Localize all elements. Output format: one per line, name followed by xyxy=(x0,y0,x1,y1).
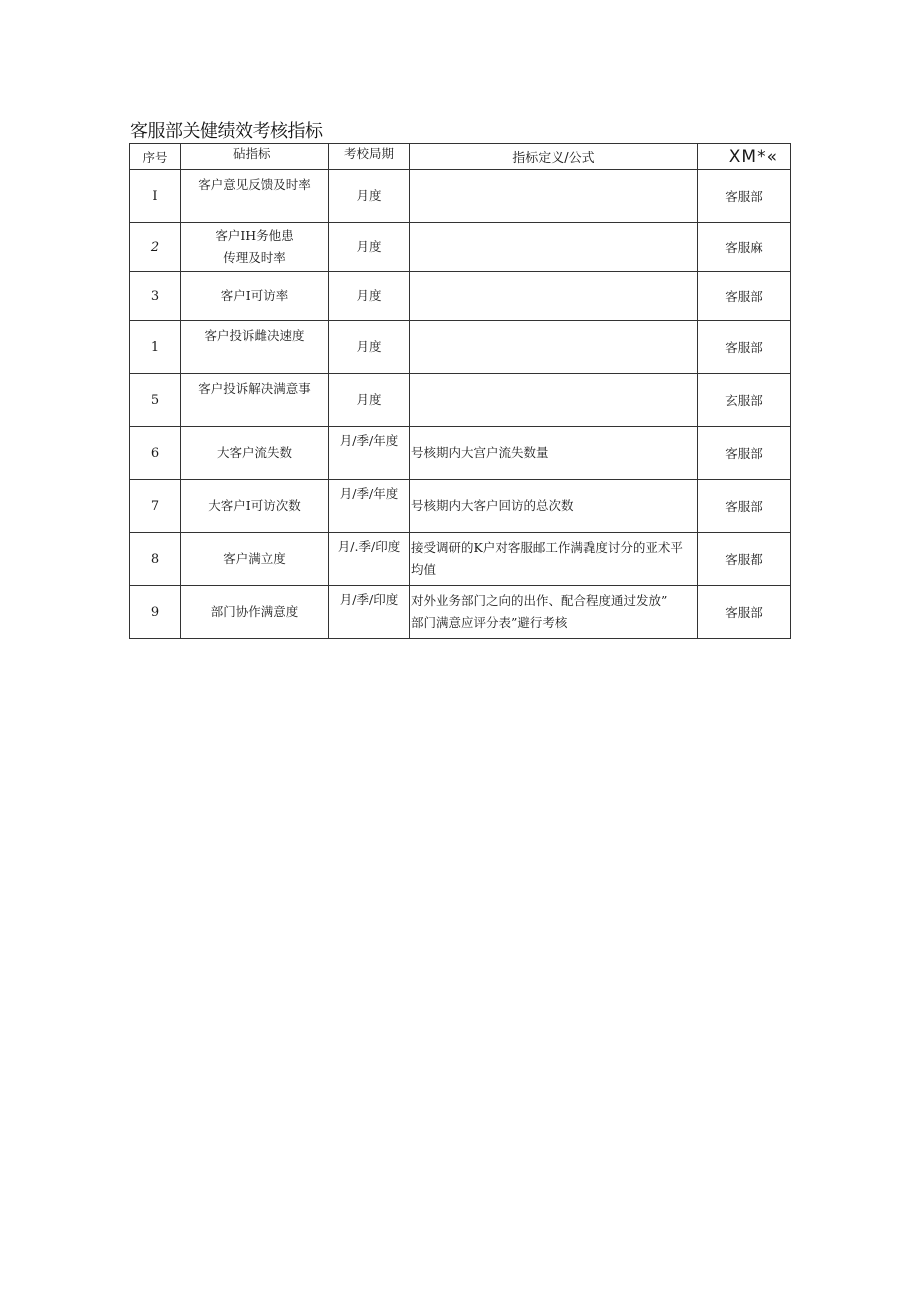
indicator-definition xyxy=(410,272,698,321)
assessment-period: 月度 xyxy=(329,321,410,374)
row-number: 7 xyxy=(130,480,181,533)
indicator-name: 大客户I可访次数 xyxy=(181,480,329,533)
indicator-definition xyxy=(410,586,698,639)
table-row xyxy=(130,533,791,586)
department: 客服部 xyxy=(698,586,791,639)
assessment-period: 月/季/年度 xyxy=(329,480,410,533)
indicator-definition xyxy=(410,374,698,427)
header-period: 考校局期 xyxy=(329,144,410,170)
assessment-period: 月/季/年度 xyxy=(329,427,410,480)
indicator-definition xyxy=(410,223,698,272)
definition-line: 部门满意应评分表”避行考核 xyxy=(411,615,568,630)
indicator-name: 部门协作满意度 xyxy=(181,586,329,639)
row-number: I xyxy=(130,170,181,223)
indicator-name xyxy=(181,223,329,272)
indicator-name: 客户I可访率 xyxy=(181,272,329,321)
indicator-definition xyxy=(410,533,698,586)
department: 客服都 xyxy=(698,533,791,586)
table-row xyxy=(130,321,791,374)
table-row xyxy=(130,586,791,639)
indicator-definition xyxy=(410,321,698,374)
indicator-definition xyxy=(410,170,698,223)
table-row xyxy=(130,272,791,321)
definition-line: 接受调研的K户对客服邮工作满毳度讨分的亚术平 xyxy=(411,540,683,555)
kpi-table xyxy=(129,143,791,639)
department: 客服麻 xyxy=(698,223,791,272)
department: 客服部 xyxy=(698,272,791,321)
header-definition: 指标定义/公式 xyxy=(410,144,698,170)
row-number: 2 xyxy=(130,223,181,272)
table-row xyxy=(130,223,791,272)
document-title: 客服部关健绩效考核指标 xyxy=(130,121,323,142)
assessment-period: 月度 xyxy=(329,223,410,272)
row-number: 3 xyxy=(130,272,181,321)
row-number: 1 xyxy=(130,321,181,374)
table-row xyxy=(130,170,791,223)
table-header-row xyxy=(130,144,791,170)
department: 客服部 xyxy=(698,170,791,223)
definition-line: 对外业务部门之向的出作、配合程度通过发放” xyxy=(411,593,668,608)
table-row xyxy=(130,374,791,427)
indicator-name: 客户意见反馈及时率 xyxy=(181,170,329,223)
assessment-period: 月度 xyxy=(329,374,410,427)
assessment-period: 月度 xyxy=(329,272,410,321)
header-no: 序号 xyxy=(130,144,181,170)
assessment-period: 月/.季/印度 xyxy=(329,533,410,586)
department: 客服部 xyxy=(698,480,791,533)
department: 玄服部 xyxy=(698,374,791,427)
indicator-name: 客户投诉解决满意事 xyxy=(181,374,329,427)
indicator-name-line: 客户IH务他患 xyxy=(215,228,294,243)
department: 客服部 xyxy=(698,427,791,480)
row-number: 9 xyxy=(130,586,181,639)
table-row xyxy=(130,427,791,480)
row-number: 6 xyxy=(130,427,181,480)
header-department: XM*« xyxy=(698,144,791,170)
definition-line: 均值 xyxy=(411,562,437,577)
department: 客服部 xyxy=(698,321,791,374)
indicator-definition: 号核期内大宫户流失数量 xyxy=(410,427,698,480)
assessment-period: 月度 xyxy=(329,170,410,223)
assessment-period: 月/季/印度 xyxy=(329,586,410,639)
indicator-definition: 号核期内大客户回访的总次数 xyxy=(410,480,698,533)
indicator-name-line: 传理及时率 xyxy=(223,250,286,265)
row-number: 5 xyxy=(130,374,181,427)
indicator-name: 客户满立度 xyxy=(181,533,329,586)
indicator-name: 大客户流失数 xyxy=(181,427,329,480)
row-number: 8 xyxy=(130,533,181,586)
header-indicator: 砧指标 xyxy=(181,144,329,170)
indicator-name: 客户投诉雌决速度 xyxy=(181,321,329,374)
table-row xyxy=(130,480,791,533)
